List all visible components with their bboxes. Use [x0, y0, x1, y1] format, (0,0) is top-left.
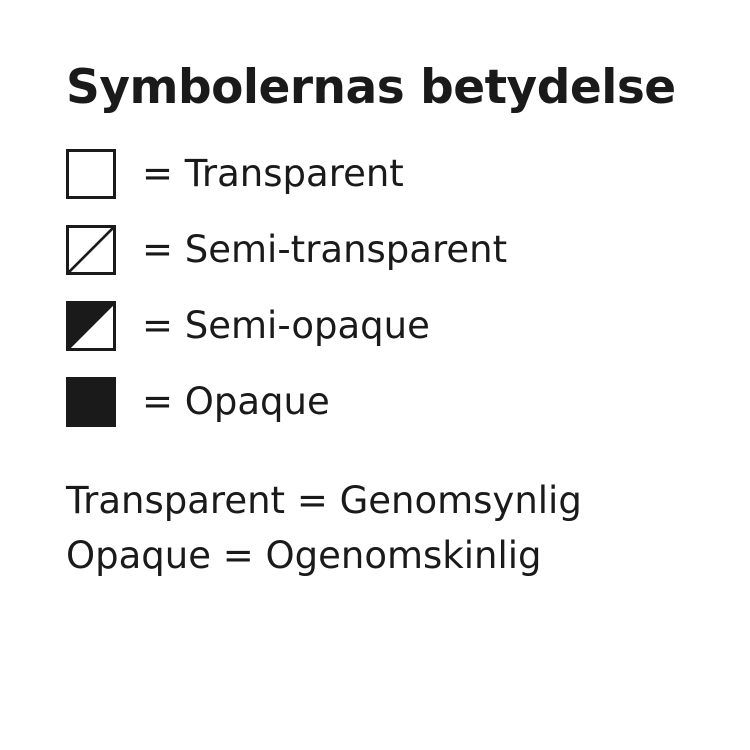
- legend-item-opaque: [66, 372, 750, 432]
- legend-notes: [66, 474, 750, 583]
- filled-square-icon: [66, 377, 116, 427]
- legend-item-semi-transparent: [66, 220, 750, 280]
- legend-item-label: = Transparent: [142, 152, 404, 196]
- legend-item-transparent: [66, 144, 750, 204]
- diagonal-line-square-icon: [66, 225, 116, 275]
- legend-list: [66, 144, 750, 432]
- legend-item-label: = Opaque: [142, 380, 330, 424]
- legend-item-label: = Semi-transparent: [142, 228, 508, 272]
- note-opaque: Opaque = Ogenomskinlig: [66, 534, 542, 578]
- half-filled-square-icon: [66, 301, 116, 351]
- legend-title: Symbolernas betydelse: [66, 60, 676, 115]
- legend-item-semi-opaque: [66, 296, 750, 356]
- empty-square-icon: [66, 149, 116, 199]
- legend-item-label: = Semi-opaque: [142, 304, 430, 348]
- note-transparent: Transparent = Genomsynlig: [66, 478, 582, 522]
